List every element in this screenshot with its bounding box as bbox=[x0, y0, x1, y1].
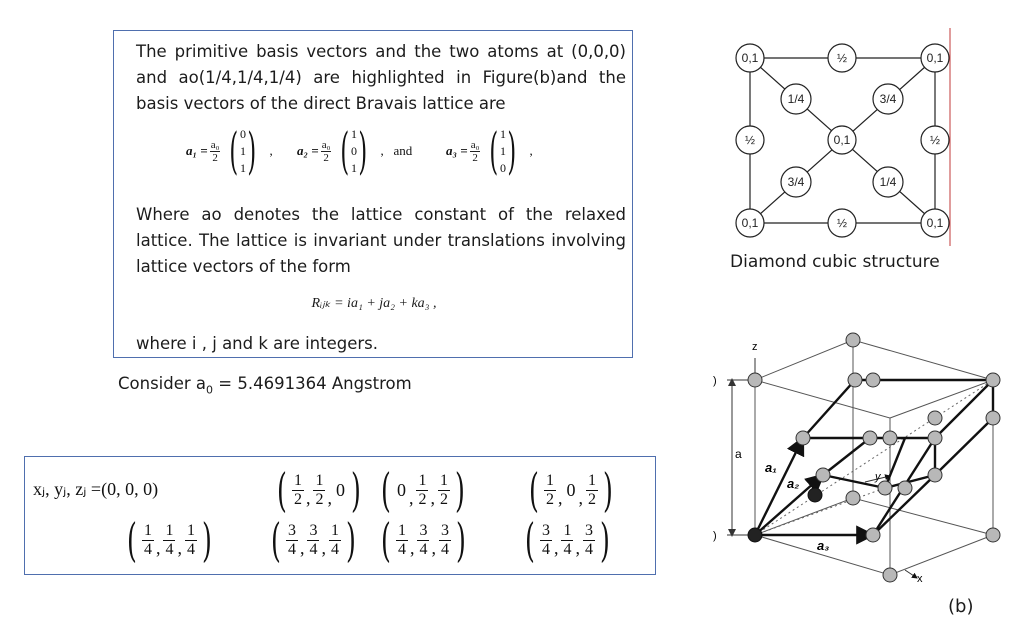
tuple-6-c: 3 4 bbox=[584, 521, 593, 558]
lattice-atom bbox=[928, 431, 942, 445]
origin-atom bbox=[748, 528, 762, 542]
tuple-3-b: 1 4 bbox=[165, 521, 174, 558]
basis-vectors-text-box bbox=[113, 30, 633, 358]
coordinates-label: xⱼ, yⱼ, zⱼ =(0, 0, 0) bbox=[33, 479, 159, 499]
lattice-atom bbox=[928, 411, 942, 425]
tuple-4-c: 1 4 bbox=[330, 521, 339, 558]
lattice-atom bbox=[883, 431, 897, 445]
coordinate-tuple: ( 1 4 , 3 4 , 3 4 ) bbox=[381, 513, 466, 567]
vector-a3-x: 1 bbox=[499, 126, 506, 141]
diamond-atom-label: 0,1 bbox=[741, 51, 759, 65]
vector-a3-num: a₀ bbox=[470, 138, 480, 151]
translation-vector-formula: Rᵢⱼₖ = ia₁ + ja₂ + ka₃ , bbox=[311, 296, 437, 311]
tuple-0-b: 1 2 bbox=[315, 471, 324, 508]
vector-a1-sep: , bbox=[269, 143, 273, 158]
coordinate-tuple: ( 3 4 , 1 4 , 3 4 ) bbox=[525, 513, 610, 567]
x-axis bbox=[905, 570, 917, 578]
vector-a2: a₂ = $\frac{\text{a₀}}{2}$ ( 1 0 1 ) , and bbox=[297, 122, 413, 180]
vector-a2-x: 1 bbox=[350, 126, 357, 141]
vector-a3-sep: , bbox=[529, 143, 533, 158]
vector-a1-lhs: a₁ = bbox=[186, 143, 208, 158]
vector-a2-z: 1 bbox=[350, 160, 357, 175]
vector-a2-y: 0 bbox=[350, 143, 357, 158]
lattice-atom bbox=[866, 373, 880, 387]
consider-subscript: 0 bbox=[206, 383, 214, 397]
figure-panel-label: (b) bbox=[948, 596, 974, 617]
a2-label: a₂ bbox=[787, 476, 800, 491]
dimension-arrow-bottom bbox=[728, 529, 736, 537]
tuple-0-a: 1 2 bbox=[293, 471, 302, 508]
diamond-atom-label: 0,1 bbox=[926, 51, 944, 65]
diamond-diagram-caption: Diamond cubic structure bbox=[730, 252, 940, 272]
vector-a1-den: 2 bbox=[212, 151, 218, 164]
atom-coordinates-box bbox=[24, 456, 656, 575]
lattice-atom bbox=[986, 528, 1000, 542]
svg-text:): ) bbox=[713, 530, 717, 542]
diamond-atom-label: 0,1 bbox=[833, 133, 851, 147]
tuple-4-b: 3 4 bbox=[309, 521, 318, 558]
tuple-4-a: 3 4 bbox=[287, 521, 296, 558]
tuple-3-a: 1 4 bbox=[143, 521, 152, 558]
basis-vectors-equation bbox=[114, 123, 634, 179]
tuple-0-c: 0 bbox=[335, 479, 345, 500]
coordinate-tuple: ( 1 4 , 1 4 , 1 4 ) bbox=[127, 513, 212, 567]
diamond-atom-label: 0,1 bbox=[741, 216, 759, 230]
vector-a3-z: 0 bbox=[499, 160, 506, 175]
tuple-1-a: 0 bbox=[396, 479, 406, 500]
diamond-atom-label: ½ bbox=[744, 133, 756, 147]
vector-a1: a₁ = $\frac{\text{a₀}}{2}$ ( 0 1 1 ) , bbox=[186, 122, 273, 180]
a1-label: a₁ bbox=[765, 460, 777, 475]
lattice-atom bbox=[928, 468, 942, 482]
consider-prefix: Consider a bbox=[118, 374, 207, 393]
vector-a1-y: 1 bbox=[239, 143, 246, 158]
lattice-a-label: a bbox=[735, 447, 742, 461]
z-axis-label: z bbox=[752, 341, 758, 353]
vector-a2-num: a₀ bbox=[321, 138, 331, 151]
lattice-atom bbox=[846, 333, 860, 347]
lattice-atom bbox=[796, 431, 810, 445]
vector-a1-num: a₀ bbox=[210, 138, 220, 151]
diamond-atom-label: 0,1 bbox=[926, 216, 944, 230]
vector-a3-den: 2 bbox=[472, 151, 478, 164]
tuple-2-a: 1 2 bbox=[545, 471, 554, 508]
diamond-atom-label: ½ bbox=[929, 133, 941, 147]
tuple-2-c: 1 2 bbox=[587, 471, 596, 508]
paragraph-integers: where i , j and k are integers. bbox=[136, 334, 378, 353]
paragraph-lattice-constant: Where ao denotes the lattice constant of the relaxed lattice. The lattice is invariant under translations involving lattice vectors of the form bbox=[136, 205, 626, 276]
lattice-atom bbox=[866, 528, 880, 542]
lattice-atom bbox=[848, 373, 862, 387]
coordinate-tuple: ( 1 2 , 1 2 , 0 ) bbox=[277, 463, 361, 517]
vector-a3: a₃ = $\frac{\text{a₀}}{2}$ ( 1 1 0 ) , bbox=[446, 122, 533, 180]
diamond-atom-label: 1/4 bbox=[879, 175, 897, 189]
vector-a1-x: 0 bbox=[239, 126, 246, 141]
diamond-cubic-diagram bbox=[725, 28, 965, 253]
x-axis-label: x bbox=[917, 573, 923, 585]
lattice-atom bbox=[898, 481, 912, 495]
vector-a3-lhs: a₃ = bbox=[446, 143, 468, 158]
tuple-5-a: 1 4 bbox=[397, 521, 406, 558]
lattice-atom bbox=[863, 431, 877, 445]
tuple-1-c: 1 2 bbox=[439, 471, 448, 508]
consider-value: = 5.4691364 Angstrom bbox=[213, 374, 412, 393]
tuple-6-a: 3 4 bbox=[541, 521, 550, 558]
vector-a2-den: 2 bbox=[323, 151, 329, 164]
coordinate-tuple: ( 1 2 , 0 , 1 2 ) bbox=[529, 463, 613, 517]
diamond-atom-label: 3/4 bbox=[787, 175, 805, 189]
lattice-atom bbox=[748, 373, 762, 387]
tuple-5-b: 3 4 bbox=[419, 521, 428, 558]
lattice-atom bbox=[878, 481, 892, 495]
lattice-atom bbox=[846, 491, 860, 505]
vector-a1-z: 1 bbox=[239, 160, 246, 175]
lattice-atom bbox=[986, 411, 1000, 425]
tuple-3-c: 1 4 bbox=[186, 521, 195, 558]
tuple-5-c: 3 4 bbox=[440, 521, 449, 558]
lattice-constant-note bbox=[118, 374, 412, 396]
tuple-2-b: 0 bbox=[566, 479, 576, 500]
diamond-atom-label: ½ bbox=[836, 51, 848, 65]
coordinate-tuple: ( 3 4 , 3 4 , 1 4 ) bbox=[271, 513, 356, 567]
vector-a2-lhs: a₂ = bbox=[297, 143, 319, 158]
diamond-atom-label: 1/4 bbox=[787, 92, 805, 106]
tuple-1-b: 1 2 bbox=[418, 471, 427, 508]
coordinate-tuple: ( 0 , 1 2 , 1 2 ) bbox=[381, 463, 465, 517]
diamond-atom-label: ½ bbox=[836, 216, 848, 230]
vector-a2-sep: , and bbox=[380, 143, 413, 158]
lattice-atom bbox=[816, 468, 830, 482]
paragraph-basis-intro: The primitive basis vectors and the two atoms at (0,0,0) and ao(1/4,1/4,1/4) are highlighted in Figure(b)and the basis vectors of the direct Bravais lattice are bbox=[136, 42, 626, 113]
a3-label: a₃ bbox=[817, 538, 830, 553]
dimension-arrow-top bbox=[728, 378, 736, 386]
diamond-atom-label: 3/4 bbox=[879, 92, 897, 106]
lattice-3d-figure bbox=[705, 330, 1010, 595]
body-diagonal bbox=[755, 380, 993, 535]
tuple-6-b: 1 4 bbox=[563, 521, 572, 558]
y-axis-label: y bbox=[875, 471, 881, 483]
svg-text:): ) bbox=[713, 375, 717, 387]
vector-a3-y: 1 bbox=[499, 143, 506, 158]
lattice-atom bbox=[986, 373, 1000, 387]
basis-atom bbox=[808, 488, 822, 502]
lattice-atom bbox=[883, 568, 897, 582]
